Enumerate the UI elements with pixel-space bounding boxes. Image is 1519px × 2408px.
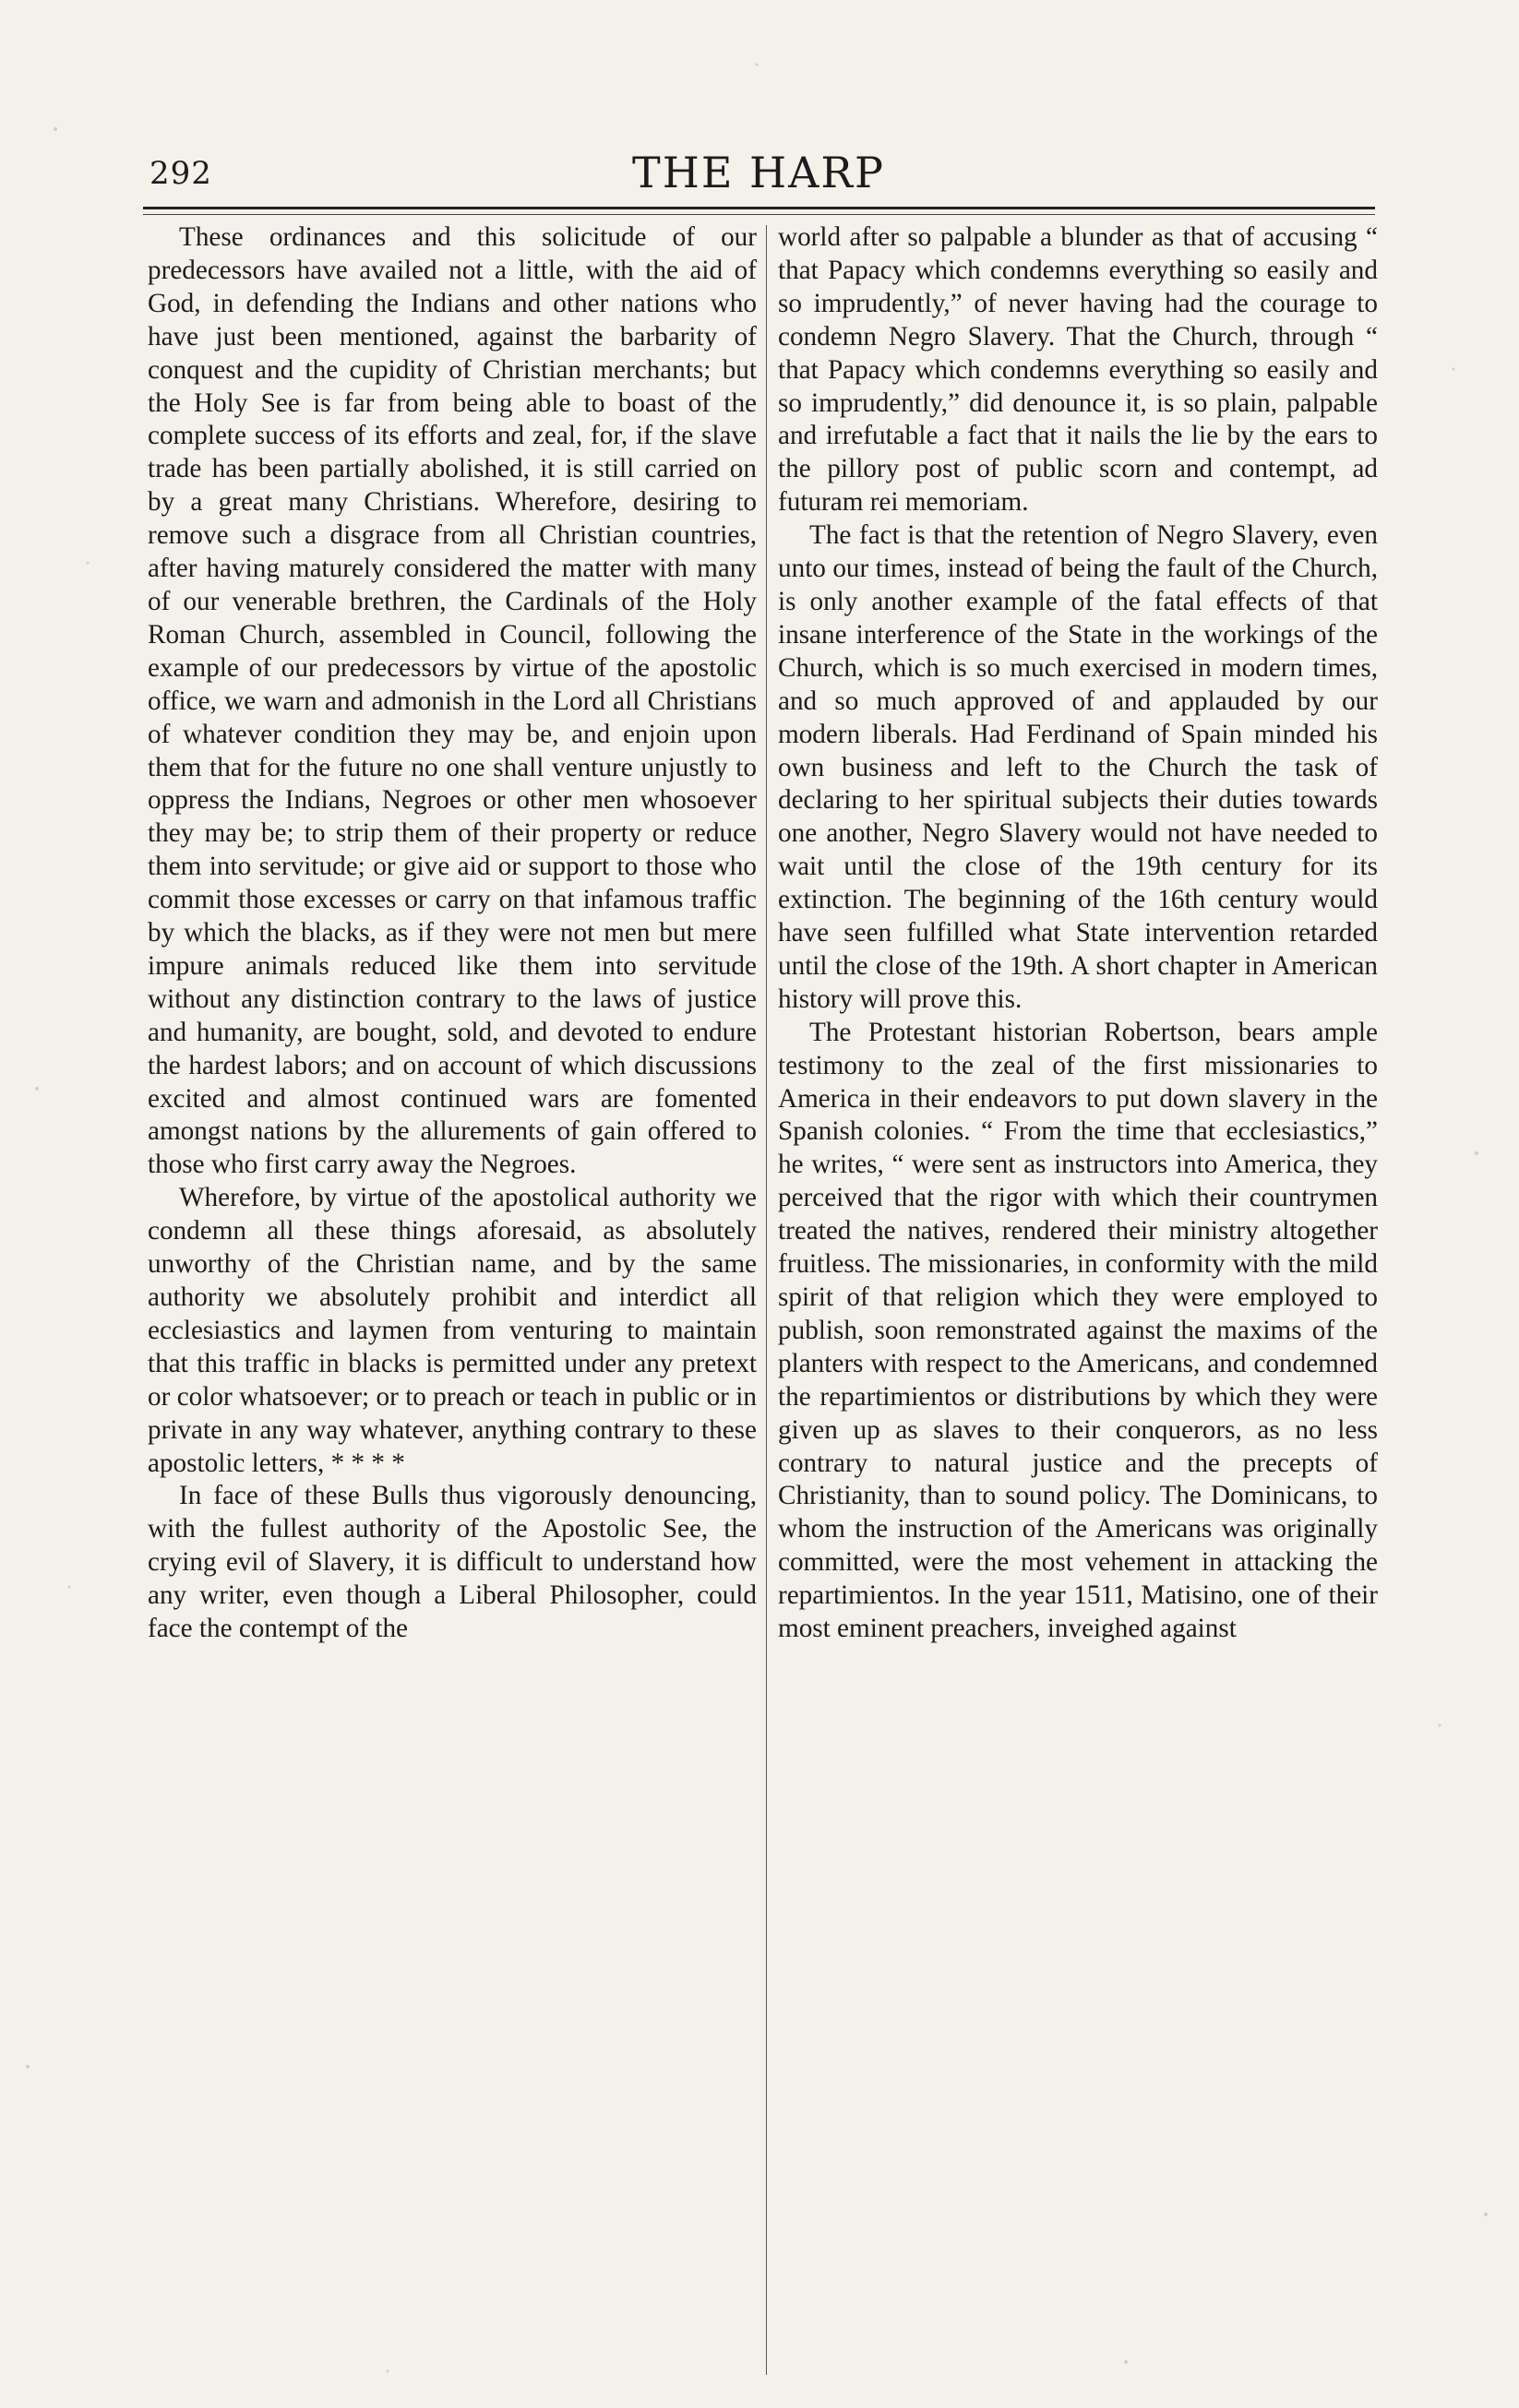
- page-header: [140, 148, 1377, 207]
- right-paragraph-2: The fact is that the retention of Negro Slavery, even unto our times, instead of being the fault of the Church, is only another example of the fatal effects of that insane interference of the State in the workings of the Church, which is so much exercised in modern times, and so much approved of and applauded by our modern liberals. Had Ferdinand of Spain minded his own business and left to the Church the task of declaring to her spiritual subjects their duties towards one another, Negro Slavery would not have needed to wait until the close of the 19th century for its extinction. The beginning of the 16th century would have seen fulfilled what State intervention retarded until the close of the 19th. A short chapter in American history will prove this.: [778, 520, 1378, 1014]
- left-paragraph-2: Wherefore, by virtue of the apostolical authority we condemn all these things aforesaid, as absolutely unworthy of the Christian name, and by the same authority we absolutely prohibit and interdict all ecclesiastics and laymen from venturing to maintain that this traffic in blacks is permitted under any pretext or color whatsoever; or to preach or teach in public or in private in any way whatever, anything contrary to these apostolic letters, * * * *: [148, 1183, 757, 1478]
- page-number: 292: [150, 155, 212, 192]
- left-paragraph-3: In face of these Bulls thus vigorously denouncing, with the fullest authority of the Apostolic See, the crying evil of Slavery, it is difficult to understand how any writer, even though a Liberal Philosopher, could face the contempt of the: [148, 1481, 757, 1644]
- right-column: [778, 221, 1378, 1646]
- left-paragraph-1: These ordinances and this solicitude of our predecessors have availed not a little, with the aid of God, in defending the Indians and other nations who have just been mentioned, against the barbarity of conquest and the cupidity of Christian merchants; but the Holy See is far from being able to boast of the complete success of its efforts and zeal, for, if the slave trade has been partially abolished, it is still carried on by a great many Christians. Wherefore, desiring to remove such a disgrace from all Christian countries, after having maturely considered the matter with many of our venerable brethren, the Cardinals of the Holy Roman Church, assembled in Council, following the example of our predecessors by virtue of the apostolic office, we warn and admonish in the Lord all Christians of whatever condition they may be, and enjoin upon them that for the future no one shall venture unjustly to oppress the Indians, Negroes or other men whosoever they may be; to strip them of their property or reduce them into servitude; or give aid or support to those who commit those excesses or carry on that infamous traffic by which the blacks, as if they were not men but mere impure animals reduced like them into servitude without any distinction contrary to the laws of justice and humanity, are bought, sold, and devoted to endure the hardest labors; and on account of which discussions excited and almost continued wars are fomented amongst nations by the allurements of gain offered to those who first carry away the Negroes.: [148, 222, 757, 1180]
- header-rule-thick: [143, 207, 1375, 209]
- running-head-title: THE HARP: [632, 148, 885, 197]
- column-divider: [766, 225, 767, 2375]
- header-rule-thin: [143, 214, 1375, 215]
- left-column: [148, 221, 757, 1646]
- right-paragraph-1: world after so palpable a blunder as that of accusing “ that Papacy which condemns everything so easily and so imprudently,” of never having had the courage to condemn Negro Slavery. That the Church, through “ that Papacy which condemns everything so easily and so imprudently,” did denounce it, is so plain, palpable and irrefutable a fact that it nails the lie by the ears to the pillory post of public scorn and contempt, ad futuram rei memoriam.: [778, 222, 1378, 518]
- right-paragraph-3: The Protestant historian Robertson, bears ample testimony to the zeal of the first missionaries to America in their endeavors to put down slavery in the Spanish colonies. “ From the time that ecclesiastics,” he writes, “ were sent as instructors into America, they perceived that the rigor with which their countrymen treated the natives, rendered their ministry altogether fruitless. The missionaries, in conformity with the mild spirit of that religion which they were employed to publish, soon remonstrated against the maxims of the planters with respect to the Americans, and condemned the repartimientos or distributions by which they were given up as slaves to their conquerors, as no less contrary to natural justice and the precepts of Christianity, than to sound policy. The Dominicans, to whom the instruction of the Americans was originally committed, were the most vehement in attacking the repartimientos. In the year 1511, Matisino, one of their most eminent preachers, inveighed against: [778, 1017, 1378, 1644]
